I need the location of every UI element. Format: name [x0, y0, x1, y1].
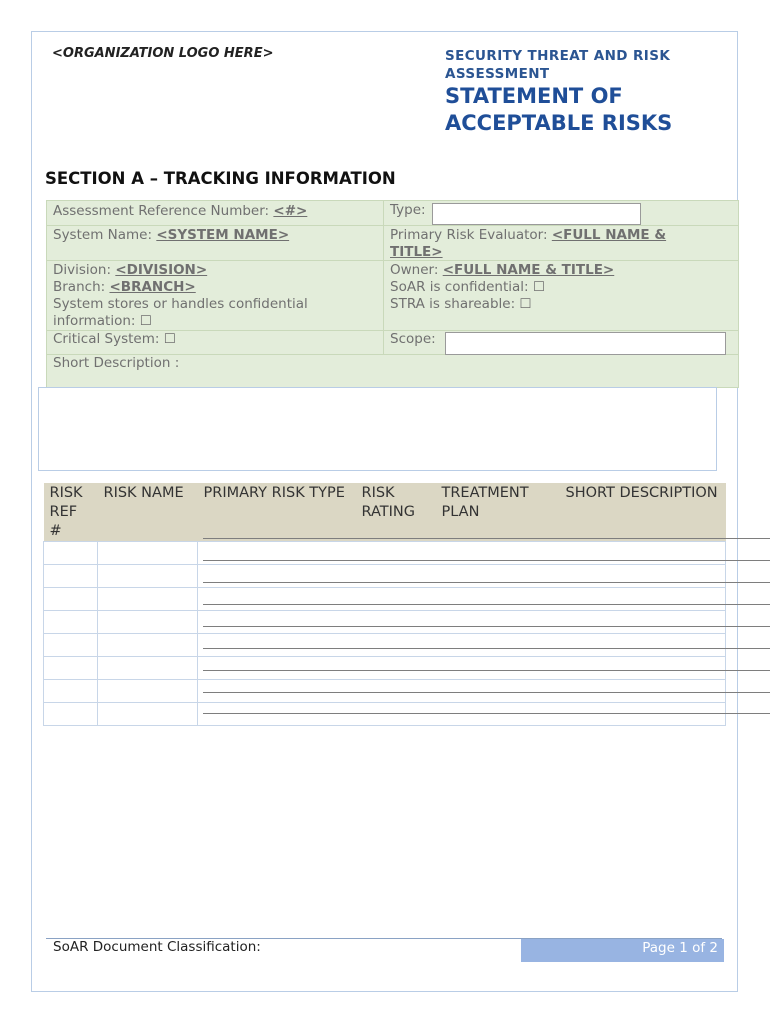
short-description-label: Short Description :	[53, 355, 180, 371]
risk-name-cell[interactable]	[98, 611, 198, 634]
branch-label: Branch:	[53, 279, 110, 295]
branch-field	[53, 279, 379, 296]
risk-ref-cell[interactable]	[44, 657, 98, 680]
risk-name-cell[interactable]	[98, 703, 198, 726]
organization-logo-placeholder: <ORGANIZATION LOGO HERE>	[52, 46, 274, 61]
short-description-input[interactable]	[38, 387, 717, 471]
document-subtitle: SECURITY THREAT AND RISK ASSESSMENT	[445, 48, 671, 82]
scope-label: Scope:	[390, 331, 436, 347]
risk-ref-cell[interactable]	[44, 542, 98, 565]
division-value[interactable]: <DIVISION>	[115, 262, 208, 278]
header-risk-ref: RISK REF #	[44, 483, 98, 542]
owner-field	[390, 262, 730, 279]
document-classification-label: SoAR Document Classification:	[53, 939, 261, 955]
header-risk-name: RISK NAME	[98, 483, 198, 542]
risk-ref-cell[interactable]	[44, 565, 98, 588]
document-title: STATEMENT OF ACCEPTABLE RISKS	[445, 84, 673, 135]
risk-ref-cell[interactable]	[44, 611, 98, 634]
owner-label: Owner:	[390, 262, 443, 278]
tracking-information-table	[46, 200, 739, 388]
primary-risk-evaluator-label: Primary Risk Evaluator:	[390, 227, 552, 243]
row-guide	[203, 560, 770, 561]
header-risk-rating: RISK RATING	[356, 483, 436, 542]
assessment-reference-value[interactable]: <#>	[273, 203, 308, 219]
system-name-label: System Name:	[53, 227, 157, 243]
soar-confidential-checkbox[interactable]: SoAR is confidential: ☐	[390, 279, 545, 295]
risk-name-cell[interactable]	[98, 680, 198, 703]
header-short-description: SHORT DESCRIPTION	[560, 483, 726, 542]
branch-value[interactable]: <BRANCH>	[109, 279, 196, 295]
row-divider	[47, 225, 739, 226]
assessment-reference-field	[53, 203, 379, 220]
table-row-guides	[203, 538, 770, 714]
risk-name-cell[interactable]	[98, 657, 198, 680]
risk-name-cell[interactable]	[98, 542, 198, 565]
row-guide	[203, 713, 770, 714]
division-label: Division:	[53, 262, 116, 278]
section-a-heading: SECTION A – TRACKING INFORMATION	[45, 169, 396, 188]
row-guide	[203, 692, 770, 693]
assessment-reference-label: Assessment Reference Number:	[53, 203, 274, 219]
row-guide	[203, 648, 770, 649]
header-primary-risk-type: PRIMARY RISK TYPE	[198, 483, 356, 542]
risk-name-cell[interactable]	[98, 634, 198, 657]
owner-value[interactable]: <FULL NAME & TITLE>	[442, 262, 615, 278]
division-field	[53, 262, 379, 279]
row-guide	[203, 582, 770, 583]
row-guide	[203, 538, 770, 539]
system-name-field	[53, 227, 379, 244]
risk-name-cell[interactable]	[98, 565, 198, 588]
type-input[interactable]	[432, 203, 641, 225]
primary-risk-evaluator-field	[390, 227, 690, 261]
risk-ref-cell[interactable]	[44, 703, 98, 726]
page-number: Page 1 of 2	[521, 939, 724, 962]
risk-ref-cell[interactable]	[44, 634, 98, 657]
confidential-info-checkbox[interactable]: System stores or handles confidential information: ☐	[53, 296, 308, 329]
row-guide	[203, 670, 770, 671]
row-guide	[203, 604, 770, 605]
critical-system-checkbox[interactable]: Critical System: ☐	[53, 331, 176, 347]
risk-ref-cell[interactable]	[44, 680, 98, 703]
type-label: Type:	[390, 202, 426, 218]
scope-input[interactable]	[445, 332, 726, 355]
row-guide	[203, 626, 770, 627]
stra-shareable-checkbox[interactable]: STRA is shareable: ☐	[390, 296, 532, 312]
risk-name-cell[interactable]	[98, 588, 198, 611]
risk-ref-cell[interactable]	[44, 588, 98, 611]
system-name-value[interactable]: <SYSTEM NAME>	[156, 227, 290, 243]
header-treatment-plan: TREATMENT PLAN	[436, 483, 560, 542]
column-divider	[383, 201, 384, 354]
primary-risk-evaluator-value[interactable]: <FULL NAME & TITLE>	[390, 227, 667, 260]
